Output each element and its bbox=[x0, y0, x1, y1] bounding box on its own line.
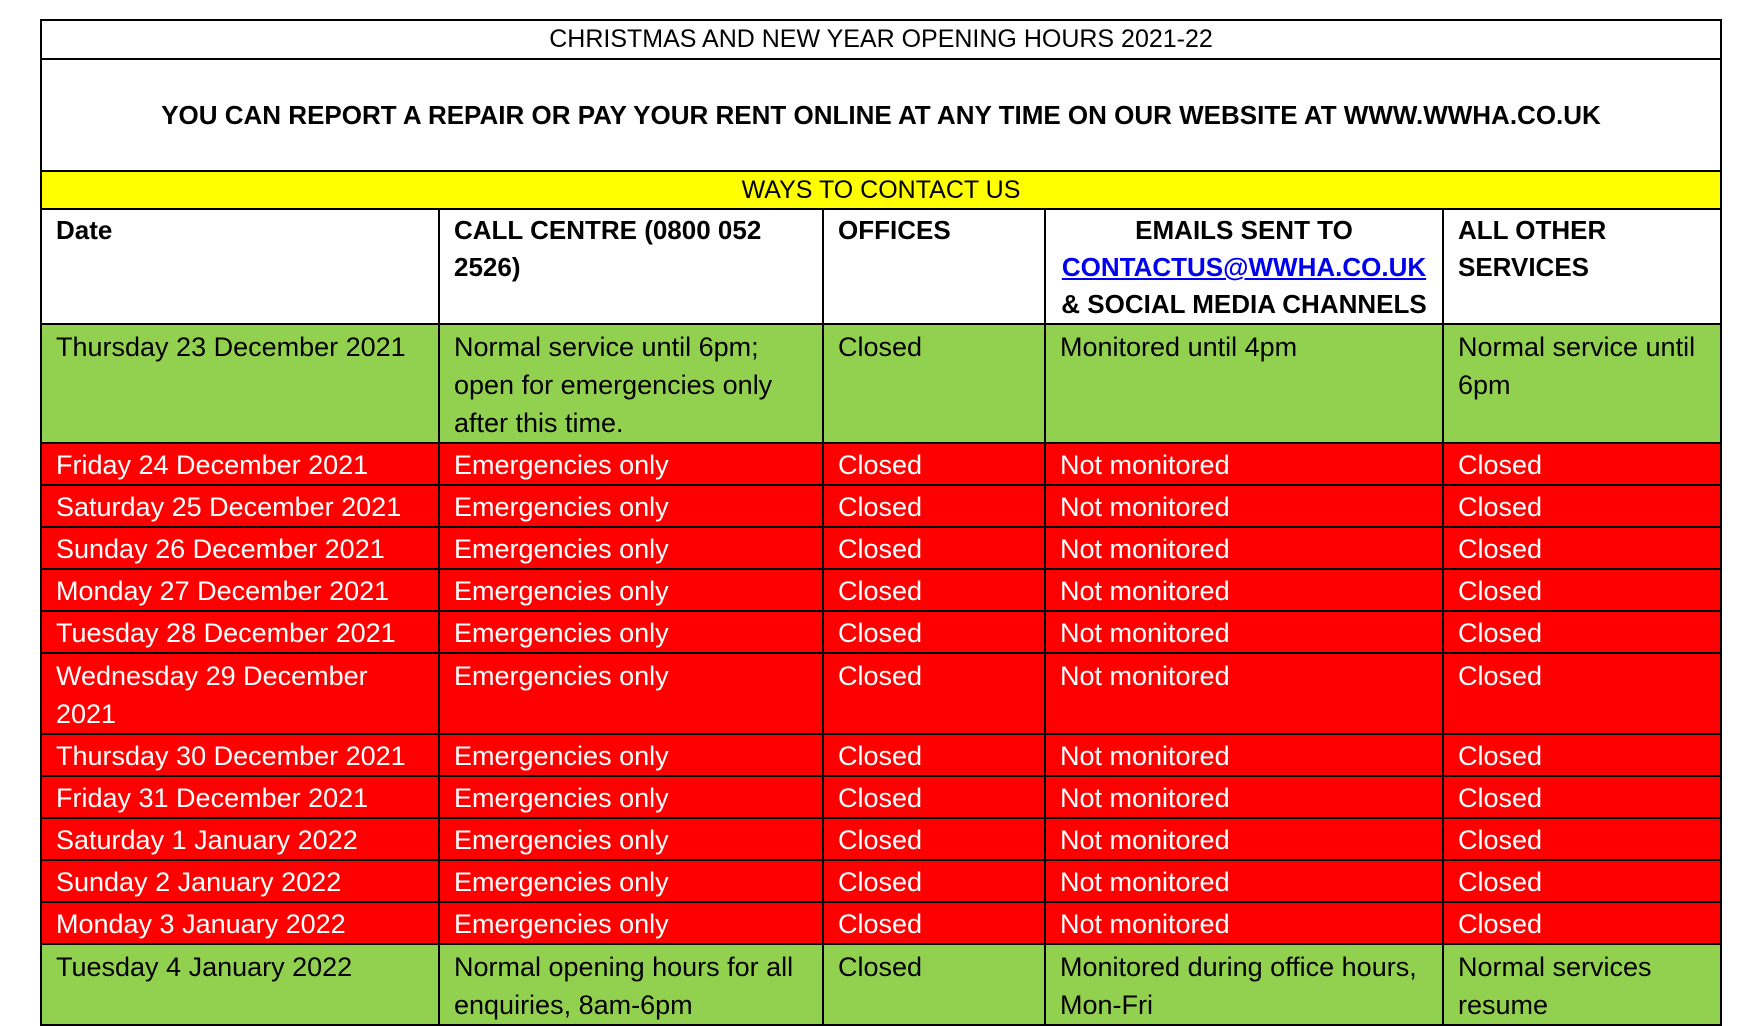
cell-offices: Closed bbox=[823, 860, 1045, 902]
table-row bbox=[41, 734, 1721, 776]
header-other-services: ALL OTHER SERVICES bbox=[1443, 209, 1721, 324]
cell-other-services: Closed bbox=[1443, 902, 1721, 944]
cell-other-services: Closed bbox=[1443, 734, 1721, 776]
table-row bbox=[41, 776, 1721, 818]
cell-date: Monday 3 January 2022 bbox=[41, 902, 439, 944]
column-header-row bbox=[41, 209, 1721, 324]
table-row bbox=[41, 944, 1721, 1025]
cell-offices: Closed bbox=[823, 902, 1045, 944]
ways-to-contact-heading: WAYS TO CONTACT US bbox=[41, 171, 1721, 209]
cell-call-centre: Emergencies only bbox=[439, 734, 823, 776]
cell-emails: Monitored during office hours, Mon-Fri bbox=[1045, 944, 1443, 1025]
cell-date: Monday 27 December 2021 bbox=[41, 569, 439, 611]
cell-emails: Not monitored bbox=[1045, 818, 1443, 860]
cell-call-centre: Emergencies only bbox=[439, 527, 823, 569]
cell-other-services: Closed bbox=[1443, 527, 1721, 569]
table-row bbox=[41, 860, 1721, 902]
cell-date: Thursday 23 December 2021 bbox=[41, 324, 439, 443]
cell-date: Tuesday 28 December 2021 bbox=[41, 611, 439, 653]
table-row bbox=[41, 527, 1721, 569]
cell-call-centre: Emergencies only bbox=[439, 902, 823, 944]
cell-other-services: Closed bbox=[1443, 611, 1721, 653]
cell-date: Friday 24 December 2021 bbox=[41, 443, 439, 485]
cell-call-centre: Emergencies only bbox=[439, 443, 823, 485]
schedule-rows bbox=[41, 324, 1721, 1025]
header-call-centre: CALL CENTRE (0800 052 2526) bbox=[439, 209, 823, 324]
table-row bbox=[41, 818, 1721, 860]
cell-date: Saturday 25 December 2021 bbox=[41, 485, 439, 527]
cell-other-services: Closed bbox=[1443, 776, 1721, 818]
cell-emails: Not monitored bbox=[1045, 776, 1443, 818]
table-row bbox=[41, 653, 1721, 734]
cell-other-services: Closed bbox=[1443, 653, 1721, 734]
cell-offices: Closed bbox=[823, 324, 1045, 443]
cell-call-centre: Normal opening hours for all enquiries, 8am-6pm bbox=[439, 944, 823, 1025]
cell-emails: Not monitored bbox=[1045, 611, 1443, 653]
cell-date: Friday 31 December 2021 bbox=[41, 776, 439, 818]
table-row bbox=[41, 611, 1721, 653]
cell-other-services: Closed bbox=[1443, 569, 1721, 611]
cell-offices: Closed bbox=[823, 818, 1045, 860]
cell-emails: Not monitored bbox=[1045, 902, 1443, 944]
cell-call-centre: Normal service until 6pm; open for emergencies only after this time. bbox=[439, 324, 823, 443]
cell-date: Sunday 2 January 2022 bbox=[41, 860, 439, 902]
table-row bbox=[41, 485, 1721, 527]
cell-emails: Not monitored bbox=[1045, 443, 1443, 485]
cell-emails: Monitored until 4pm bbox=[1045, 324, 1443, 443]
cell-emails: Not monitored bbox=[1045, 734, 1443, 776]
cell-emails: Not monitored bbox=[1045, 527, 1443, 569]
cell-date: Tuesday 4 January 2022 bbox=[41, 944, 439, 1025]
opening-hours-table bbox=[40, 19, 1722, 1026]
cell-call-centre: Emergencies only bbox=[439, 860, 823, 902]
cell-emails: Not monitored bbox=[1045, 653, 1443, 734]
cell-offices: Closed bbox=[823, 527, 1045, 569]
cell-other-services: Normal service until 6pm bbox=[1443, 324, 1721, 443]
table-row bbox=[41, 902, 1721, 944]
cell-offices: Closed bbox=[823, 944, 1045, 1025]
cell-offices: Closed bbox=[823, 485, 1045, 527]
header-emails-suffix: & SOCIAL MEDIA CHANNELS bbox=[1061, 289, 1427, 319]
cell-offices: Closed bbox=[823, 776, 1045, 818]
online-notice: YOU CAN REPORT A REPAIR OR PAY YOUR RENT ONLINE AT ANY TIME ON OUR WEBSITE AT WWW.WWHA.CO.UK bbox=[41, 59, 1721, 171]
cell-offices: Closed bbox=[823, 443, 1045, 485]
header-emails-prefix: EMAILS SENT TO bbox=[1135, 215, 1353, 245]
cell-date: Saturday 1 January 2022 bbox=[41, 818, 439, 860]
cell-offices: Closed bbox=[823, 653, 1045, 734]
cell-offices: Closed bbox=[823, 611, 1045, 653]
cell-other-services: Closed bbox=[1443, 443, 1721, 485]
table-row bbox=[41, 443, 1721, 485]
cell-offices: Closed bbox=[823, 569, 1045, 611]
header-date: Date bbox=[41, 209, 439, 324]
cell-call-centre: Emergencies only bbox=[439, 569, 823, 611]
cell-call-centre: Emergencies only bbox=[439, 611, 823, 653]
cell-call-centre: Emergencies only bbox=[439, 818, 823, 860]
cell-call-centre: Emergencies only bbox=[439, 776, 823, 818]
cell-date: Sunday 26 December 2021 bbox=[41, 527, 439, 569]
cell-other-services: Closed bbox=[1443, 485, 1721, 527]
cell-other-services: Closed bbox=[1443, 818, 1721, 860]
page-title: CHRISTMAS AND NEW YEAR OPENING HOURS 2021-22 bbox=[41, 20, 1721, 59]
cell-call-centre: Emergencies only bbox=[439, 485, 823, 527]
cell-offices: Closed bbox=[823, 734, 1045, 776]
header-emails bbox=[1045, 209, 1443, 324]
cell-date: Thursday 30 December 2021 bbox=[41, 734, 439, 776]
cell-date: Wednesday 29 December 2021 bbox=[41, 653, 439, 734]
cell-emails: Not monitored bbox=[1045, 569, 1443, 611]
cell-call-centre: Emergencies only bbox=[439, 653, 823, 734]
table-row bbox=[41, 324, 1721, 443]
table-row bbox=[41, 569, 1721, 611]
header-offices: OFFICES bbox=[823, 209, 1045, 324]
cell-other-services: Closed bbox=[1443, 860, 1721, 902]
contact-email-link[interactable]: CONTACTUS@WWHA.CO.UK bbox=[1061, 252, 1427, 282]
cell-other-services: Normal services resume bbox=[1443, 944, 1721, 1025]
cell-emails: Not monitored bbox=[1045, 860, 1443, 902]
cell-emails: Not monitored bbox=[1045, 485, 1443, 527]
